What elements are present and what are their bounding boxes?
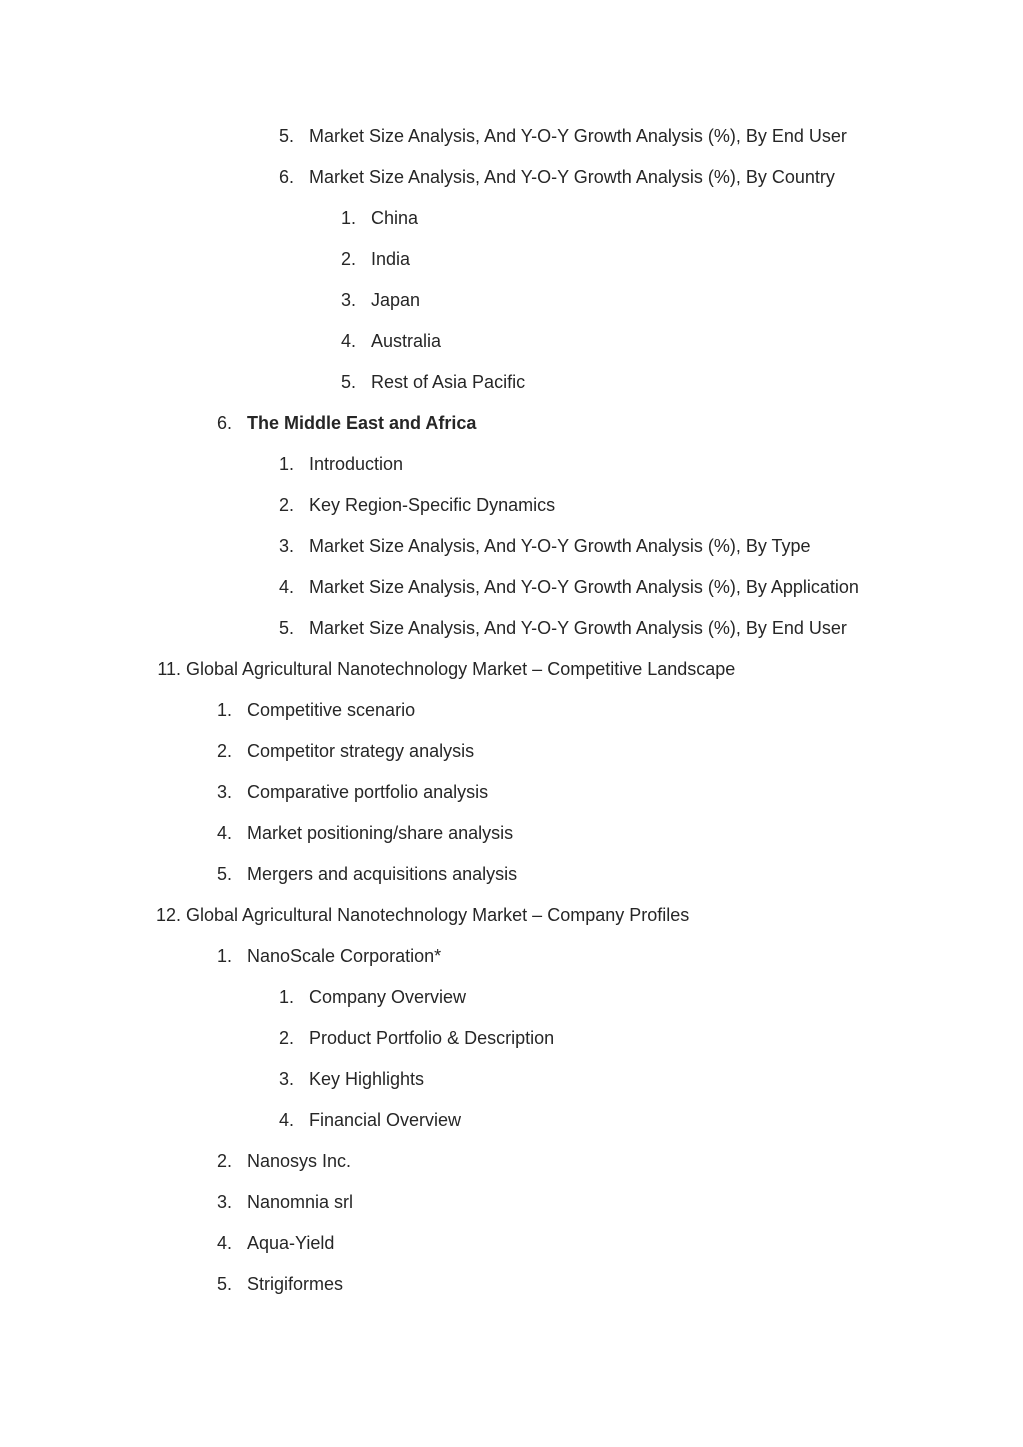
toc-item [0, 936, 1023, 977]
item-number: 4. [278, 577, 294, 597]
toc-item [0, 608, 1023, 649]
item-text: Japan [371, 290, 421, 310]
item-text: Mergers and acquisitions analysis [247, 864, 518, 884]
item-number: 5. [216, 864, 232, 884]
item-number: 12. [155, 905, 181, 925]
toc-item [0, 854, 1023, 895]
toc-section-heading [0, 403, 1023, 444]
item-number: 3. [340, 290, 356, 310]
item-number: 3. [278, 536, 294, 556]
item-text: Competitor strategy analysis [247, 741, 475, 761]
toc-item [0, 1223, 1023, 1264]
toc-item [0, 1141, 1023, 1182]
item-number: 4. [340, 331, 356, 351]
item-text: Nanosys Inc. [247, 1151, 352, 1171]
toc-item [0, 813, 1023, 854]
item-text: Competitive scenario [247, 700, 416, 720]
item-text: Aqua-Yield [247, 1233, 335, 1253]
item-number: 1. [278, 987, 294, 1007]
item-number: 4. [216, 823, 232, 843]
item-number: 3. [216, 1192, 232, 1212]
toc-item [0, 116, 1023, 157]
toc-chapter [0, 895, 1023, 936]
item-number: 2. [216, 1151, 232, 1171]
item-text: The Middle East and Africa [247, 413, 477, 433]
item-text: Key Region-Specific Dynamics [309, 495, 556, 515]
toc-item [0, 485, 1023, 526]
item-text: Australia [371, 331, 442, 351]
toc-item [0, 198, 1023, 239]
toc-item [0, 1018, 1023, 1059]
item-text: Introduction [309, 454, 404, 474]
item-text: Nanomnia srl [247, 1192, 354, 1212]
toc-chapter [0, 649, 1023, 690]
item-number: 2. [278, 1028, 294, 1048]
item-text: Market positioning/share analysis [247, 823, 514, 843]
item-text: Market Size Analysis, And Y-O-Y Growth Analysis (%), By Country [309, 167, 835, 187]
item-number: 1. [216, 946, 232, 966]
item-number: 5. [278, 618, 294, 638]
item-text: India [371, 249, 411, 269]
toc-item [0, 1182, 1023, 1223]
item-number: 3. [216, 782, 232, 802]
item-text: Global Agricultural Nanotechnology Market – Competitive Landscape [186, 659, 736, 679]
item-text: Market Size Analysis, And Y-O-Y Growth Analysis (%), By Application [309, 577, 859, 597]
toc-item [0, 239, 1023, 280]
item-number: 1. [216, 700, 232, 720]
toc-item [0, 1059, 1023, 1100]
toc-item [0, 444, 1023, 485]
toc-item [0, 362, 1023, 403]
item-text: Product Portfolio & Description [309, 1028, 555, 1048]
item-number: 2. [340, 249, 356, 269]
toc-item [0, 772, 1023, 813]
item-text: Market Size Analysis, And Y-O-Y Growth Analysis (%), By End User [309, 618, 847, 638]
item-number: 2. [216, 741, 232, 761]
item-text: Strigiformes [247, 1274, 344, 1294]
toc-item [0, 1264, 1023, 1305]
item-number: 3. [278, 1069, 294, 1089]
item-text: NanoScale Corporation* [247, 946, 442, 966]
item-number: 11. [157, 659, 181, 679]
item-number: 1. [340, 208, 356, 228]
item-text: China [371, 208, 419, 228]
item-number: 5. [278, 126, 294, 146]
item-text: Company Overview [309, 987, 467, 1007]
item-number: 6. [278, 167, 294, 187]
item-text: Market Size Analysis, And Y-O-Y Growth Analysis (%), By End User [309, 126, 847, 146]
item-number: 4. [278, 1110, 294, 1130]
item-number: 5. [340, 372, 356, 392]
toc-item [0, 280, 1023, 321]
item-text: Market Size Analysis, And Y-O-Y Growth Analysis (%), By Type [309, 536, 811, 556]
item-text: Financial Overview [309, 1110, 462, 1130]
toc-item [0, 567, 1023, 608]
toc-item [0, 321, 1023, 362]
item-text: Rest of Asia Pacific [371, 372, 526, 392]
toc-item [0, 157, 1023, 198]
toc-item [0, 690, 1023, 731]
toc-item [0, 1100, 1023, 1141]
item-text: Global Agricultural Nanotechnology Market – Company Profiles [186, 905, 690, 925]
item-number: 6. [216, 413, 232, 433]
toc-item [0, 731, 1023, 772]
toc-item [0, 977, 1023, 1018]
item-number: 2. [278, 495, 294, 515]
toc-page [0, 116, 1023, 1305]
item-text: Key Highlights [309, 1069, 425, 1089]
item-number: 1. [278, 454, 294, 474]
toc-item [0, 526, 1023, 567]
item-number: 4. [216, 1233, 232, 1253]
item-number: 5. [216, 1274, 232, 1294]
item-text: Comparative portfolio analysis [247, 782, 489, 802]
